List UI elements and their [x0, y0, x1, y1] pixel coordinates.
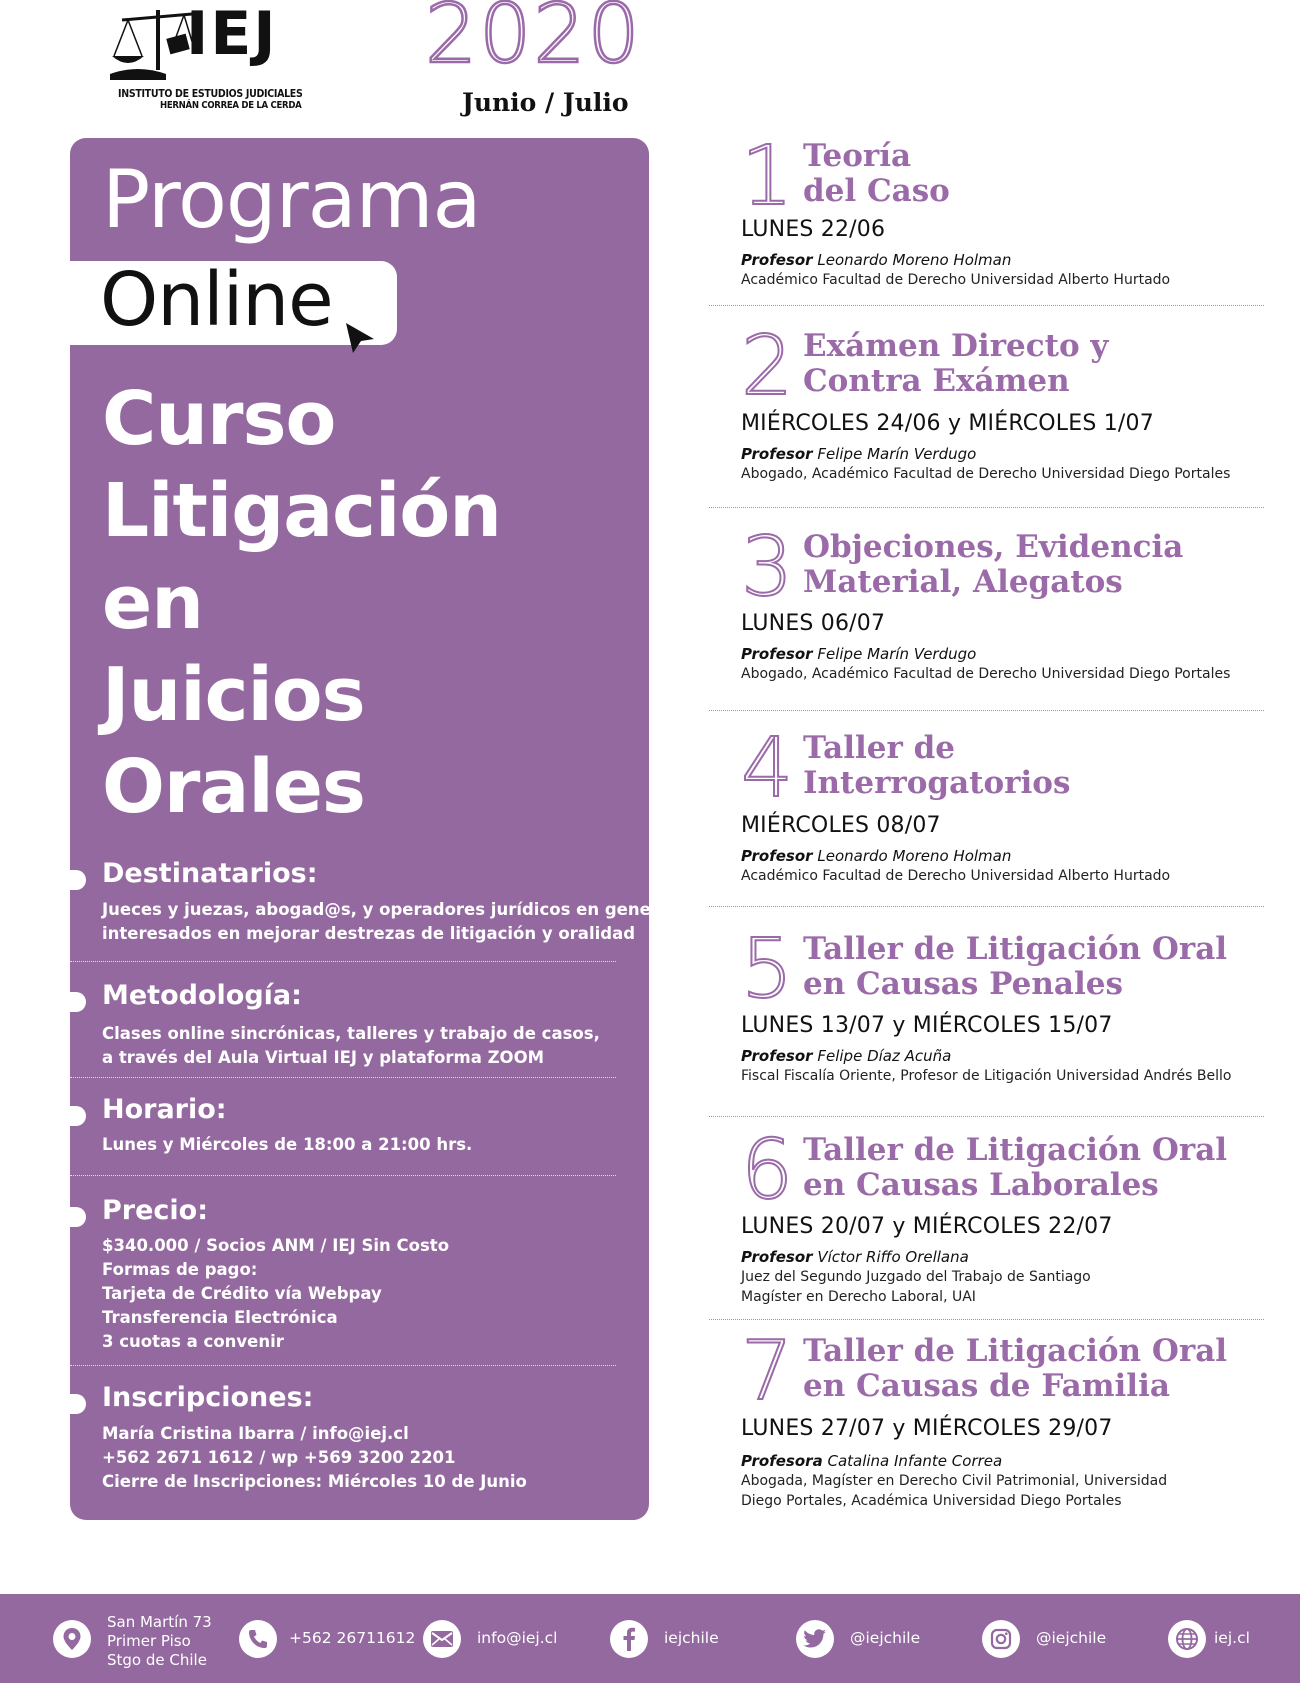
section-text	[102, 1022, 600, 1070]
months-label: Junio / Julio	[462, 88, 629, 117]
section-line: Lunes y Miércoles de 18:00 a 21:00 hrs.	[102, 1135, 473, 1154]
section-line: +562 2671 1612 / wp +569 3200 2201	[102, 1448, 456, 1467]
module-description-line: Fiscal Fiscalía Oriente, Profesor de Litigación Universidad Andrés Bello	[741, 1068, 1232, 1084]
professor-label: Profesora	[741, 1452, 823, 1470]
professor-name: Catalina Infante Correa	[827, 1452, 1003, 1470]
section-divider	[70, 1077, 616, 1078]
email-text: info@iej.cl	[477, 1629, 558, 1647]
module-date: LUNES 06/07	[741, 611, 886, 636]
module-title	[803, 731, 1070, 801]
module-number: 1	[741, 129, 794, 224]
facebook-icon	[610, 1620, 648, 1658]
module-number: 5	[741, 922, 794, 1017]
section-divider	[70, 961, 616, 962]
module-date: LUNES 13/07 y MIÉRCOLES 15/07	[741, 1013, 1113, 1038]
module-description	[741, 1471, 1167, 1511]
course-title-line: Curso	[102, 376, 336, 462]
section-title: Metodología:	[102, 980, 302, 1011]
module-description	[741, 1066, 1231, 1086]
module-divider	[709, 710, 1264, 711]
professor-name: Felipe Marín Verdugo	[817, 445, 977, 463]
module-number: 4	[741, 721, 794, 816]
address-line: Stgo de Chile	[107, 1651, 207, 1669]
section-line: Transferencia Electrónica	[102, 1308, 338, 1327]
logo-letters: IEJ	[186, 0, 278, 69]
address-text	[107, 1613, 212, 1670]
professor-name: Leonardo Moreno Holman	[817, 847, 1012, 865]
module-title	[803, 1133, 1227, 1203]
module-title-line: Material, Alegatos	[803, 564, 1123, 600]
section-line: Cierre de Inscripciones: Miércoles 10 de Junio	[102, 1472, 527, 1491]
module-title-line: Contra Exámen	[803, 363, 1070, 399]
professor-label: Profesor	[741, 251, 813, 269]
module-description-line: Abogado, Académico Facultad de Derecho Universidad Diego Portales	[741, 466, 1231, 482]
section-bullet	[64, 870, 86, 890]
module-number: 3	[741, 520, 794, 615]
section-line: a través del Aula Virtual IEJ y plataforma ZOOM	[102, 1048, 545, 1067]
module-description-line: Abogado, Académico Facultad de Derecho Universidad Diego Portales	[741, 666, 1231, 682]
year-title: 2020	[425, 0, 642, 82]
section-text	[102, 1422, 527, 1494]
module-professor	[741, 847, 1011, 865]
module-divider	[709, 305, 1264, 306]
twitter-text: @iejchile	[850, 1629, 921, 1647]
location-pin-icon	[53, 1620, 91, 1658]
professor-label: Profesor	[741, 847, 813, 865]
module-title-line: Taller de Litigación Oral	[803, 931, 1228, 967]
section-line: 3 cuotas a convenir	[102, 1332, 284, 1351]
module-number: 6	[741, 1123, 794, 1218]
module-professor	[741, 1248, 969, 1266]
scales-of-justice-icon	[108, 8, 198, 88]
instagram-icon	[982, 1620, 1020, 1658]
section-title: Precio:	[102, 1195, 209, 1226]
website-text: iej.cl	[1214, 1629, 1250, 1647]
module-professor	[741, 1452, 1002, 1470]
section-title: Inscripciones:	[102, 1382, 314, 1413]
module-number: 2	[741, 319, 794, 414]
module-title	[803, 932, 1227, 1002]
course-title-line: en	[102, 560, 203, 646]
module-professor	[741, 445, 976, 463]
module-professor	[741, 645, 976, 663]
course-title-line: Litigación	[102, 468, 501, 554]
module-professor	[741, 1047, 951, 1065]
module-date: MIÉRCOLES 08/07	[741, 813, 941, 838]
section-title: Horario:	[102, 1094, 227, 1125]
online-word: Online	[100, 257, 333, 343]
section-text	[102, 1133, 472, 1157]
section-line: Jueces y juezas, abogad@s, y operadores jurídicos en general,	[102, 900, 682, 919]
course-title	[102, 373, 501, 833]
professor-name: Leonardo Moreno Holman	[817, 251, 1012, 269]
module-title-line: en Causas de Familia	[803, 1368, 1170, 1404]
module-title-line: en Causas Penales	[803, 966, 1123, 1002]
module-description-line: Diego Portales, Académica Universidad Diego Portales	[741, 1493, 1122, 1509]
module-description	[741, 866, 1170, 886]
section-divider	[70, 1365, 616, 1366]
section-bullet	[64, 1207, 86, 1227]
professor-label: Profesor	[741, 645, 813, 663]
module-title-line: en Causas Laborales	[803, 1167, 1159, 1203]
module-divider	[709, 1319, 1264, 1320]
module-description	[741, 1267, 1091, 1307]
course-title-line: Orales	[102, 744, 365, 830]
professor-label: Profesor	[741, 445, 813, 463]
module-description	[741, 664, 1230, 684]
module-title-line: del Caso	[803, 173, 950, 209]
footer-contact-bar	[0, 1594, 1300, 1683]
module-divider	[709, 1116, 1264, 1117]
module-date: LUNES 27/07 y MIÉRCOLES 29/07	[741, 1416, 1113, 1441]
globe-icon	[1168, 1620, 1206, 1658]
section-text	[102, 898, 682, 946]
module-title	[803, 329, 1108, 399]
module-title	[803, 530, 1183, 600]
section-text	[102, 1234, 449, 1354]
professor-name: Víctor Riffo Orellana	[817, 1248, 969, 1266]
course-title-line: Juicios	[102, 652, 365, 738]
section-line: Formas de pago:	[102, 1260, 258, 1279]
module-description-line: Académico Facultad de Derecho Universidad Alberto Hurtado	[741, 868, 1171, 884]
module-divider	[709, 507, 1264, 508]
section-bullet	[64, 1106, 86, 1126]
section-line: interesados en mejorar destrezas de litigación y oralidad	[102, 924, 636, 943]
program-panel	[70, 138, 682, 1520]
module-date: MIÉRCOLES 24/06 y MIÉRCOLES 1/07	[741, 411, 1154, 436]
address-line: San Martín 73	[107, 1613, 212, 1631]
module-title	[803, 139, 950, 209]
module-title-line: Taller de Litigación Oral	[803, 1333, 1228, 1369]
professor-label: Profesor	[741, 1248, 813, 1266]
module-number: 7	[741, 1324, 794, 1419]
module-description	[741, 270, 1170, 290]
module-title	[803, 1334, 1227, 1404]
section-line: $340.000 / Socios ANM / IEJ Sin Costo	[102, 1236, 450, 1255]
module-description	[741, 464, 1230, 484]
module-date: LUNES 20/07 y MIÉRCOLES 22/07	[741, 1214, 1113, 1239]
module-description-line: Magíster en Derecho Laboral, UAI	[741, 1289, 976, 1305]
section-bullet	[64, 992, 86, 1012]
professor-name: Felipe Marín Verdugo	[817, 645, 977, 663]
module-title-line: Taller de Litigación Oral	[803, 1132, 1228, 1168]
section-title: Destinatarios:	[102, 858, 318, 889]
phone-text: +562 26711612	[289, 1629, 416, 1647]
module-description-line: Académico Facultad de Derecho Universidad Alberto Hurtado	[741, 272, 1171, 288]
logo-founder-name: HERNÁN CORREA DE LA CERDA	[160, 100, 302, 111]
twitter-icon	[796, 1620, 834, 1658]
module-professor	[741, 251, 1011, 269]
module-title-line: Interrogatorios	[803, 765, 1071, 801]
professor-name: Felipe Díaz Acuña	[817, 1047, 952, 1065]
module-description-line: Juez del Segundo Juzgado del Trabajo de Santiago	[741, 1269, 1091, 1285]
cursor-arrow-icon	[344, 321, 376, 355]
module-title-line: Taller de	[803, 730, 955, 766]
module-title-line: Objeciones, Evidencia	[803, 529, 1184, 565]
address-line: Primer Piso	[107, 1632, 191, 1650]
module-title-line: Teoría	[803, 138, 912, 174]
section-line: Tarjeta de Crédito vía Webpay	[102, 1284, 382, 1303]
module-description-line: Abogada, Magíster en Derecho Civil Patrimonial, Universidad	[741, 1473, 1168, 1489]
module-title-line: Exámen Directo y	[803, 328, 1109, 364]
section-line: Clases online sincrónicas, talleres y trabajo de casos,	[102, 1024, 600, 1043]
section-bullet	[64, 1394, 86, 1414]
module-date: LUNES 22/06	[741, 217, 886, 242]
section-line: María Cristina Ibarra / info@iej.cl	[102, 1424, 409, 1443]
phone-icon	[239, 1620, 277, 1658]
envelope-icon	[423, 1620, 461, 1658]
logo-institute-name: INSTITUTO DE ESTUDIOS JUDICIALES	[118, 88, 303, 100]
instagram-text: @iejchile	[1036, 1629, 1107, 1647]
section-divider	[70, 1175, 616, 1176]
iej-logo	[108, 0, 303, 112]
facebook-text: iejchile	[664, 1629, 719, 1647]
module-divider	[709, 906, 1264, 907]
online-badge	[68, 257, 397, 345]
professor-label: Profesor	[741, 1047, 813, 1065]
program-word: Programa	[102, 153, 481, 246]
